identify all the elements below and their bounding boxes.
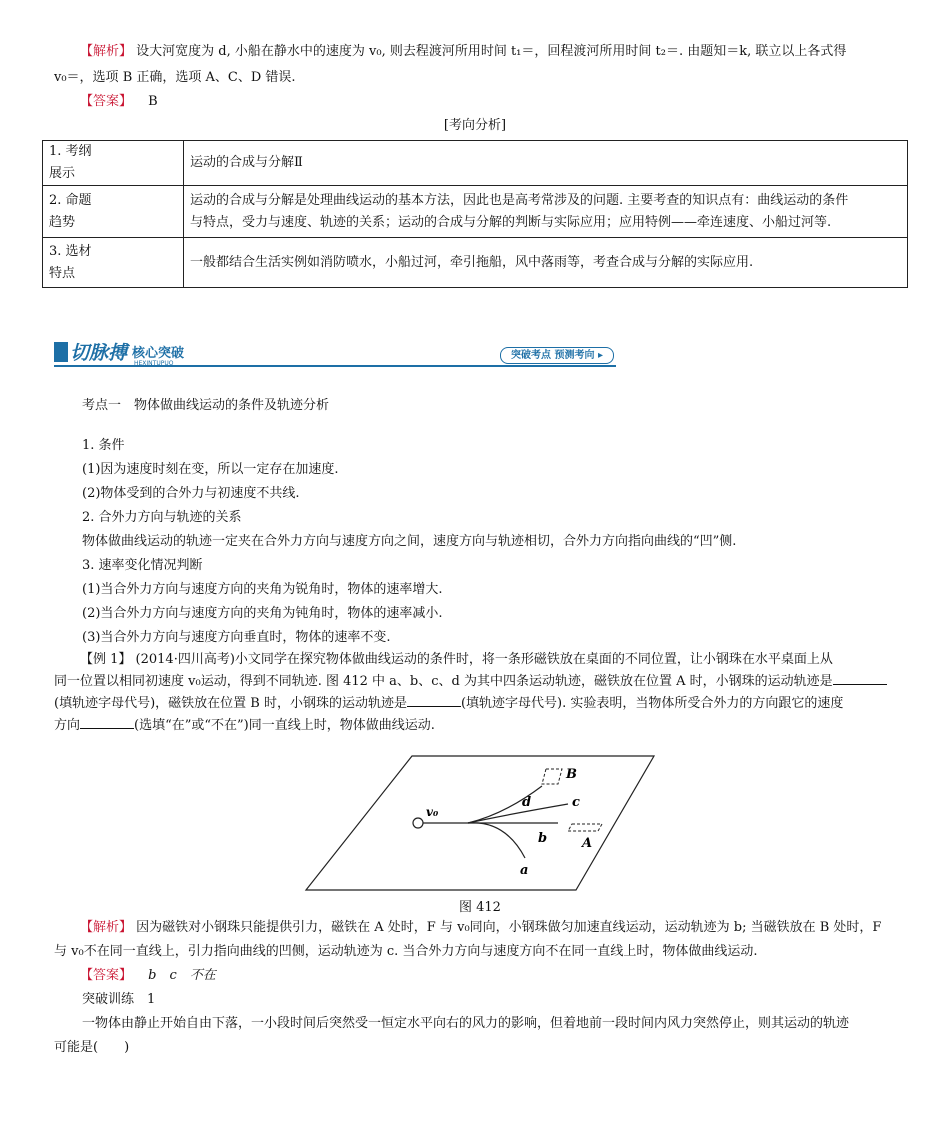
drill-title: 突破训练 1: [82, 992, 156, 1007]
solution-line-2: 与 v₀不在同一直线上，引力指向曲线的凹侧，运动轨迹为 c. 当合外力方向与速度方向不在同一直线上时，物体做曲线运动.: [54, 944, 758, 959]
answer-blank: [407, 694, 461, 707]
item-heading-2: 2. 合外力方向与轨迹的关系: [82, 510, 242, 525]
example-line-3: (填轨迹字母代号)，磁铁放在位置 B 时，小钢珠的运动轨迹是 (填轨迹字母代号). 实验表明，当物体所受合外力的方向跟它的速度: [54, 696, 844, 711]
trajectory-c: [468, 804, 568, 823]
example-line-1: [80, 650, 910, 670]
magnet-B: [542, 769, 562, 784]
row-content: 一般都结合生活实例如消防喷水，小船过河，牵引拖船，风中落雨等，考查合成与分解的实际应用.: [184, 238, 908, 288]
analysis-table: [42, 140, 908, 288]
section-heading: 考点一 物体做曲线运动的条件及轨迹分析: [82, 398, 330, 413]
drill-text-1: 一物体由静止开始自由下落，一小段时间后突然受一恒定水平向右的风力的影响，但着地前一段时间内风力突然停止，则其运动的轨迹: [82, 1016, 850, 1031]
banner-pinyin: HEXINTUPUO: [134, 360, 174, 367]
analysis-text: 设大河宽度为 d, 小船在静水中的速度为 v₀, 则去程渡河所用时间 t₁＝，回程渡河所用时间 t₂＝. 由题知＝k, 联立以上各式得: [136, 44, 847, 59]
solution-line-1: [80, 42, 910, 62]
label-A: A: [582, 836, 593, 851]
item-text: 物体做曲线运动的轨迹一定夹在合外力方向与速度方向之间，速度方向与轨迹相切，合外力方向指向曲线的“凹”侧.: [82, 534, 737, 549]
figure-caption: 图 412: [459, 900, 501, 915]
solution-answer-line: [80, 966, 910, 986]
trajectory-a: [468, 823, 525, 858]
solution-answer-tag: 【答案】: [80, 968, 133, 983]
item-text: (1)因为速度时刻在变，所以一定存在加速度.: [82, 462, 339, 477]
drill-text-2: 可能是( ): [54, 1040, 130, 1055]
example-line-4: 方向 (选填“在”或“不在”)同一直线上时，物体做曲线运动.: [54, 718, 435, 733]
banner-tag: 突破考点 预测考向 ▸: [500, 347, 614, 364]
answer-line: [80, 92, 910, 112]
item-heading-1: 1. 条件: [82, 438, 125, 453]
example-line-2: 同一位置以相同初速度 v₀运动，得到不同轨迹. 图 412 中 a、b、c、d 为其中四条运动轨迹，磁铁放在位置 A 时，小钢珠的运动轨迹是: [54, 672, 910, 692]
item-text: (1)当合外力方向与速度方向的夹角为锐角时，物体的速率增大.: [82, 582, 443, 597]
solution-answer: b c 不在: [148, 968, 216, 983]
row-label: 2. 命题 趋势: [43, 186, 184, 238]
solution-line-1: 【解析】 因为磁铁对小钢珠只能提供引力，磁铁在 A 处时，F 与 v₀同向，小钢珠做匀加速直线运动，运动轨迹为 b; 当磁铁放在 B 处时，F: [80, 920, 882, 935]
example-text: (2014·四川高考)小文同学在探究物体做曲线运动的条件时，将一条形磁铁放在桌面的不同位置，让小钢珠在水平桌面上从: [135, 652, 833, 667]
table-row: [43, 186, 908, 238]
item-text: (2)物体受到的合外力与初速度不共线.: [82, 486, 300, 501]
answer-value: B: [148, 94, 158, 109]
label-c: c: [572, 795, 580, 810]
row-content: 运动的合成与分解Ⅱ: [184, 141, 908, 186]
answer-blank: [833, 672, 887, 685]
table-row: [43, 238, 908, 288]
figure-412: [300, 750, 660, 900]
banner-title: 切脉搏: [70, 342, 128, 364]
analysis-text-2: v₀＝，选项 B 正确，选项 A、C、D 错误.: [54, 70, 296, 85]
row-label: 3. 选材 特点: [43, 238, 184, 288]
label-v0: v₀: [426, 805, 439, 819]
example-tag: 【例 1】: [80, 652, 132, 667]
row-label: 1. 考纲 展示: [43, 141, 184, 186]
table-row: [43, 141, 908, 186]
item-text: (3)当合外力方向与速度方向垂直时，物体的速率不变.: [82, 630, 391, 645]
label-a: a: [520, 863, 529, 878]
label-b: b: [538, 831, 548, 846]
steel-ball: [413, 818, 423, 828]
label-B: B: [566, 767, 577, 782]
analysis-tag: 【解析】: [80, 44, 133, 59]
label-d: d: [522, 795, 532, 810]
row-content: 运动的合成与分解是处理曲线运动的基本方法，因此也是高考常涉及的问题. 主要考查的知识点有：曲线运动的条件 与特点，受力与速度、轨迹的关系；运动的合成与分解的判断与实际应用；应用特例——牵连速度、小船过河等.: [184, 186, 908, 238]
banner-subtitle: 核心突破: [132, 346, 185, 361]
analysis-title: [考向分析]: [443, 118, 507, 133]
answer-blank: [80, 716, 134, 729]
solution-tag: 【解析】: [80, 920, 133, 935]
item-text: (2)当合外力方向与速度方向的夹角为钝角时，物体的速率减小.: [82, 606, 443, 621]
magnet-A: [568, 824, 602, 831]
item-heading-3: 3. 速率变化情况判断: [82, 558, 203, 573]
answer-tag: 【答案】: [80, 94, 133, 109]
